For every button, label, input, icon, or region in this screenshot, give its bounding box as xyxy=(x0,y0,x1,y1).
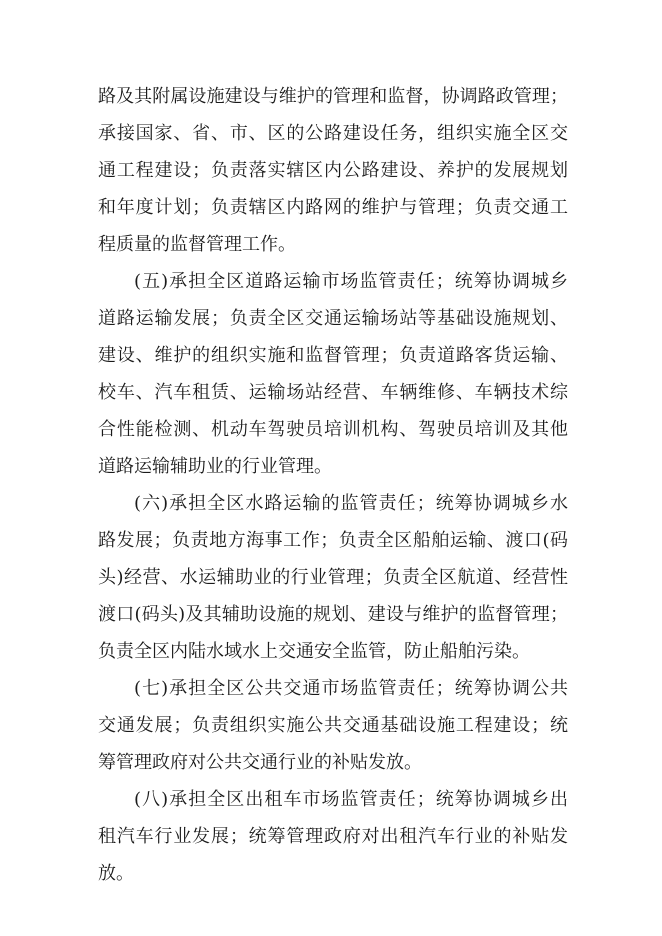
paragraph-3-line-1: (六)承担全区水路运输的监管责任；统筹协调城乡水 xyxy=(134,493,568,514)
paragraph-3-line-2: 路发展；负责地方海事工作；负责全区船舶运输、渡口(码 xyxy=(98,530,568,551)
paragraph-2-line-2: 道路运输发展；负责全区交通运输场站等基础设施规划、 xyxy=(98,308,568,329)
paragraph-5-line-1: (八)承担全区出租车市场监管责任；统筹协调城乡出 xyxy=(134,789,568,810)
paragraph-2-line-1: (五)承担全区道路运输市场监管责任；统筹协调城乡 xyxy=(134,271,568,292)
paragraph-1-line-1: 路及其附属设施建设与维护的管理和监督，协调路政管理； xyxy=(98,86,568,107)
paragraph-2-line-5: 合性能检测、机动车驾驶员培训机构、驾驶员培训及其他 xyxy=(98,419,568,440)
paragraph-1-line-4: 和年度计划；负责辖区内路网的维护与管理；负责交通工 xyxy=(98,197,568,218)
paragraph-1-line-2: 承接国家、省、市、区的公路建设任务，组织实施全区交 xyxy=(98,123,568,144)
paragraph-2-line-3: 建设、维护的组织实施和监督管理；负责道路客货运输、 xyxy=(98,345,568,366)
paragraph-3-line-3: 头)经营、水运辅助业的行业管理；负责全区航道、经营性 xyxy=(98,567,568,588)
paragraph-5-line-2: 租汽车行业发展；统筹管理政府对出租汽车行业的补贴发 xyxy=(98,826,568,847)
paragraph-4-line-2: 交通发展；负责组织实施公共交通基础设施工程建设；统 xyxy=(98,715,568,736)
paragraph-1-line-5: 程质量的监督管理工作。 xyxy=(98,234,296,255)
paragraph-2-line-6: 道路运输辅助业的行业管理。 xyxy=(98,456,332,477)
paragraph-5-line-3: 放。 xyxy=(98,863,134,884)
document-body xyxy=(98,78,568,892)
paragraph-4-line-1: (七)承担全区公共交通市场监管责任；统筹协调公共 xyxy=(134,678,568,699)
paragraph-2-line-4: 校车、汽车租赁、运输场站经营、车辆维修、车辆技术综 xyxy=(98,382,568,403)
paragraph-3-line-4: 渡口(码头)及其辅助设施的规划、建设与维护的监督管理； xyxy=(98,604,568,625)
paragraph-4-line-3: 筹管理政府对公共交通行业的补贴发放。 xyxy=(98,752,422,773)
paragraph-1-line-3: 通工程建设；负责落实辖区内公路建设、养护的发展规划 xyxy=(98,160,568,181)
paragraph-3-line-5: 负责全区内陆水域水上交通安全监管，防止船舶污染。 xyxy=(98,641,530,662)
